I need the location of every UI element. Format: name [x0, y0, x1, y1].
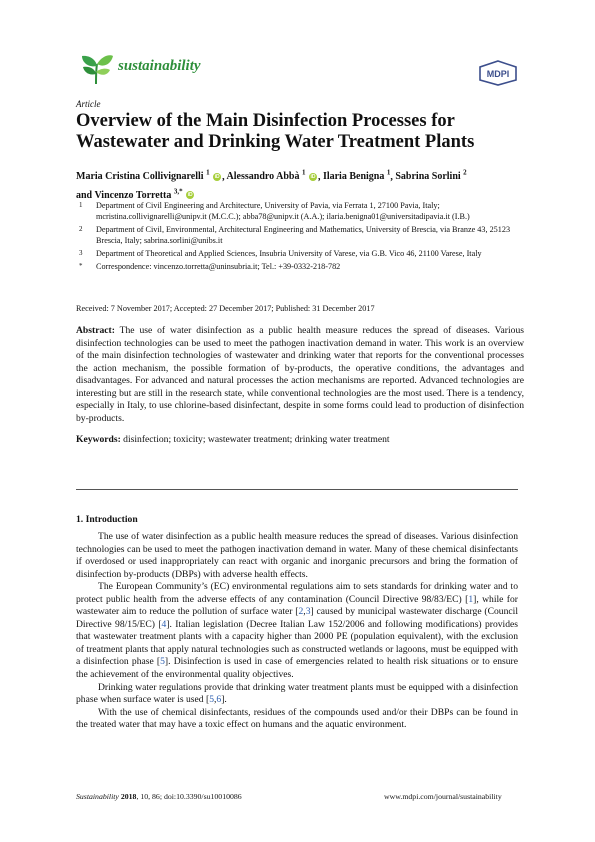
section-divider	[76, 489, 518, 490]
body-text-run: With the use of chemical disinfectants, residues of the compounds used and/or their DBPs can be found in the treated water that may have a toxic effect on humans and the aquatic environment.	[76, 706, 518, 731]
abstract	[76, 325, 524, 425]
abstract-label: Abstract:	[76, 325, 115, 336]
author[interactable]	[395, 171, 466, 182]
paper-title: Overview of the Main Disinfection Processes for Wastewater and Drinking Water Treatment Plants	[76, 111, 475, 152]
author-affil-sup: 2	[463, 169, 467, 177]
affiliation-text: Department of Theoretical and Applied Sciences, Insubria University of Varese, via G.B. Vico 46, 21100 Varese, Italy	[96, 249, 482, 258]
affiliation	[76, 224, 526, 246]
footer-doi[interactable]: , 10, 86; doi:10.3390/su10010086	[136, 792, 242, 801]
footer-citation	[76, 792, 242, 801]
author-affil-sup: 1	[386, 169, 391, 177]
publication-dates: Received: 7 November 2017; Accepted: 27 December 2017; Published: 31 December 2017	[76, 304, 375, 313]
affiliation-number: *	[79, 262, 83, 270]
body-text-run: The European Community’s (EC) environmental regulations aim to sets standards for drinking water and to protect public health from the adverse effects of any contamination (Council Directive 98/83/EC) [	[76, 581, 518, 605]
footer-year: 2018	[120, 792, 137, 801]
body-text-run: ] caused by municipal wastewater discharge (Council Directive 98/15/EC) [	[76, 606, 518, 630]
footer-journal: Sustainability	[76, 792, 119, 801]
affiliation	[76, 200, 526, 222]
author-name: Maria Cristina Collivignarelli	[76, 171, 204, 183]
body-text-run: Drinking water regulations provide that drinking water treatment plants must be equipped with a disinfection phase when surface water is used [	[76, 681, 518, 706]
orcid-icon[interactable]: iD	[310, 174, 316, 181]
keywords-text: disinfection; toxicity; wastewater treatment; drinking water treatment	[123, 434, 390, 445]
affiliation	[76, 248, 526, 259]
author[interactable]	[76, 187, 195, 201]
abstract-text: The use of water disinfection as a public health measure reduces the spread of diseases. Various disinfection technologies can be used to meet the pathogen inactivation demand in water. This work is an overview of the main disinfection technologies of wastewater and drinking water that reports for the conventional processes the action mechanism, the possible formation of by-products, the operative conditions, the advantages and disadvantages. For advanced and natural processes the action mechanisms are reported. Advanced technologies are interesting but are still in the research state, while conventional technologies are the most used. There is a tendency, especially in Italy, to use chlorine-based disinfectant, despite in some forms could lead to production of disinfection by-products.	[76, 325, 524, 424]
author-separator: ,	[222, 171, 227, 183]
keywords	[76, 434, 524, 445]
body-paragraph	[76, 707, 518, 732]
footer-url[interactable]: www.mdpi.com/journal/sustainability	[384, 792, 502, 801]
author-affil-sup: 1	[206, 169, 210, 177]
keywords-label: Keywords:	[76, 434, 121, 445]
body-text-run: ].	[221, 694, 227, 706]
orcid-icon[interactable]: iD	[187, 192, 193, 199]
affiliation-number: 2	[79, 225, 83, 233]
body-text-run: ]. Disinfection is used in case of emergencies related to health risk situations or to ensure the achievement of the environmental quality objectives.	[76, 656, 518, 681]
affiliation-number: 3	[79, 249, 83, 257]
author[interactable]	[76, 171, 222, 182]
reference-link[interactable]: 2	[298, 606, 304, 618]
orcid-icon[interactable]: iD	[214, 174, 220, 181]
section-heading: 1. Introduction	[76, 514, 138, 525]
reference-link[interactable]: 5	[209, 694, 214, 706]
body-text-run: ], while for wastewater aim to reduce the pollution of surface water [	[76, 593, 518, 618]
reference-link[interactable]: 1	[468, 593, 474, 605]
publisher-logo-text: MDPI	[486, 69, 510, 79]
affiliation-text: Department of Civil Engineering and Architecture, University of Pavia, via Ferrata 1, 27100 Pavia, Italy; mcristina.collivignarelli@unipv.it (M.C.C.); abba78@unipv.it (A.A.); ilaria.benigna01@universitadipavia.it (I.B.)	[96, 201, 470, 221]
reference-link[interactable]: 4	[161, 618, 167, 630]
sustainability-leaf-icon	[76, 50, 116, 86]
reference-link[interactable]: 3	[305, 606, 311, 618]
correspondence	[76, 261, 526, 272]
affiliation-list	[76, 200, 526, 274]
author-affil-sup: 3,*	[173, 187, 183, 196]
body-paragraph	[76, 531, 518, 581]
reference-link[interactable]: 6	[216, 694, 222, 706]
author-name: and Vincenzo Torretta	[76, 189, 172, 201]
article-type: Article	[76, 99, 101, 109]
body-paragraph	[76, 682, 518, 707]
body-paragraph	[76, 581, 518, 681]
mdpi-logo-icon[interactable]	[478, 60, 518, 86]
author[interactable]	[227, 171, 318, 182]
body-text-run: ,	[214, 694, 217, 706]
correspondence-text[interactable]: Correspondence: vincenzo.torretta@uninsubria.it; Tel.: +39-0332-218-782	[96, 262, 341, 271]
reference-link[interactable]: 5	[160, 656, 165, 668]
author-affil-sup: 1	[301, 169, 306, 177]
author-separator: ,	[317, 171, 323, 183]
body-text-run: ]. Italian legislation (Decree Italian Law 152/2006 and following modifications) provides that wastewater treatment plants with a capacity higher than 2000 PE (population equivalent), with the exclusion of treatment plants that apply natural technologies such as constructed wetlands or lagoons, must be equipped with a disinfection phase [	[76, 618, 518, 668]
body-text-run: ,	[303, 606, 306, 618]
author-list	[76, 166, 526, 203]
author-separator: ,	[390, 171, 396, 183]
section-body	[76, 531, 518, 732]
affiliation-text: Department of Civil, Environmental, Architectural Engineering and Mathematics, University of Brescia, via Branze 43, 25123 Brescia, Italy; sabrina.sorlini@unibs.it	[96, 225, 511, 245]
author[interactable]	[323, 171, 390, 182]
affiliation-number: 1	[79, 201, 83, 209]
body-text-run: The use of water disinfection as a public health measure reduces the spread of diseases. Various disinfection technologies can be used to meet the pathogen inactivation demand in water. Many of these chemical disinfectants if overdosed or used inappropriately can react with organic and inorganic precursors and bring the formation of disinfection by-products (DBPs) with adverse health effects.	[76, 531, 518, 580]
journal-name[interactable]: sustainability	[118, 58, 201, 74]
author-name: Alessandro Abbà	[226, 171, 300, 183]
author-name: Ilaria Benigna	[322, 171, 385, 183]
author-name: Sabrina Sorlini	[395, 171, 461, 183]
